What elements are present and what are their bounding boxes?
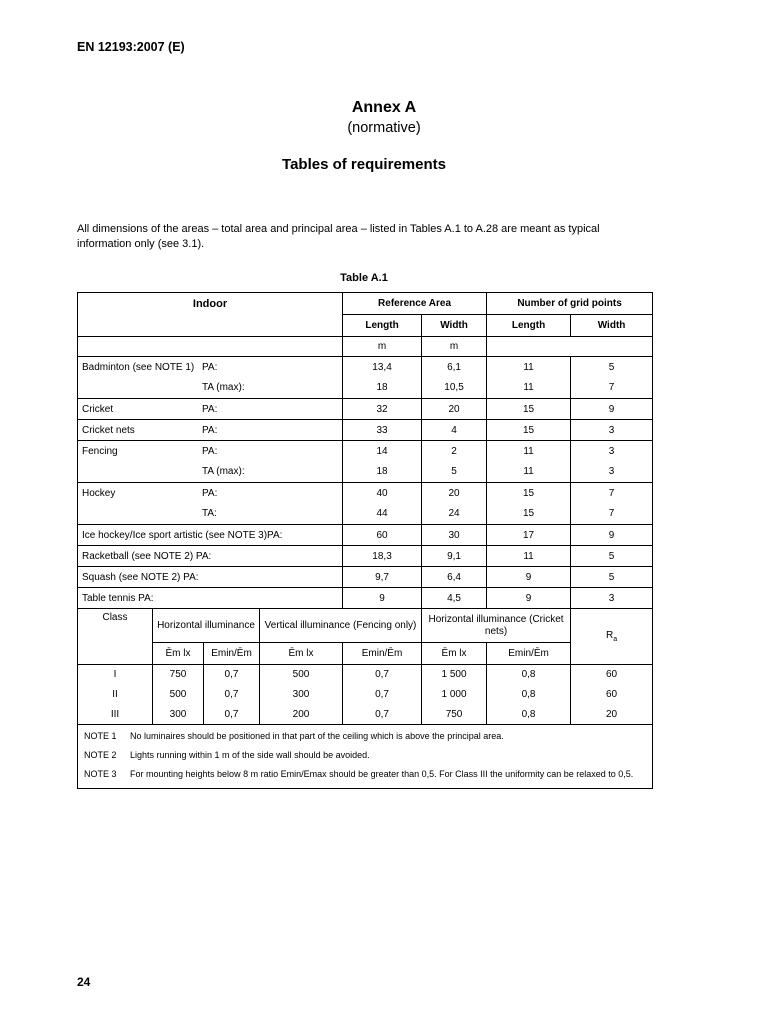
table-row (78, 441, 653, 462)
sport-cell (78, 504, 343, 525)
indoor-header-spacer (78, 337, 343, 357)
table-row (78, 357, 653, 378)
horizontal-em-cell: 300 (153, 705, 204, 725)
area-section (78, 293, 653, 609)
grid-length-cell: 11 (487, 546, 571, 567)
sport-cell (78, 546, 343, 567)
class-cell: II (78, 685, 153, 705)
ra-cell: 60 (571, 665, 653, 685)
requirements-table (77, 292, 653, 789)
grid-width-cell: 3 (571, 462, 653, 483)
grid-width-cell: 5 (571, 567, 653, 588)
grid-length-cell: 11 (487, 462, 571, 483)
ref-width-unit: m (422, 337, 487, 357)
ref-length-unit: m (343, 337, 422, 357)
em-lx-header-2: Ēm lx (260, 643, 343, 665)
note-label: NOTE 3 (84, 769, 117, 779)
grid-width-cell: 3 (571, 588, 653, 609)
table-caption: Table A.1 (340, 272, 388, 284)
ref-width-cell: 4 (422, 420, 487, 441)
vertical-em-cell: 300 (260, 685, 343, 705)
class-rows (78, 665, 653, 725)
table-row (78, 546, 653, 567)
class-row (78, 665, 653, 685)
table-row (78, 504, 653, 525)
annex-subtitle: (normative) (347, 120, 421, 136)
sport-cell (78, 399, 343, 420)
sport-name: Hockey (82, 487, 116, 499)
vertical-illuminance-header: Vertical illuminance (Fencing only) (260, 609, 422, 643)
note-text: No luminaires should be positioned in that part of the ceiling which is above the principal area. (130, 731, 504, 741)
ref-length-cell: 18 (343, 378, 422, 399)
cricket-ratio-cell: 0,8 (487, 705, 571, 725)
ref-width-cell: 10,5 (422, 378, 487, 399)
table-row (78, 378, 653, 399)
sport-cell-content (82, 446, 338, 457)
sport-cell-content (82, 530, 338, 541)
cricket-em-cell: 1 000 (422, 685, 487, 705)
grid-length-cell: 17 (487, 525, 571, 546)
annex-title: Annex A (351, 99, 417, 116)
ref-length-header: Length (343, 315, 422, 337)
ref-width-cell: 20 (422, 483, 487, 504)
ref-width-header: Width (422, 315, 487, 337)
note-item (84, 727, 646, 746)
sport-cell-content (82, 382, 338, 393)
grid-width-cell: 5 (571, 357, 653, 378)
sport-cell (78, 357, 343, 378)
cricket-ratio-cell: 0,8 (487, 665, 571, 685)
sport-name: Fencing (82, 445, 118, 457)
sport-cell (78, 483, 343, 504)
note-text: For mounting heights below 8 m ratio Emin/Emax should be greater than 0,5. For Class III the uniformity can be relaxed to 0,5. (130, 769, 634, 779)
note-item (84, 746, 646, 765)
area-type-label: TA: (202, 508, 217, 520)
ref-length-cell: 13,4 (343, 357, 422, 378)
grid-length-cell: 15 (487, 420, 571, 441)
sport-cell-content (82, 551, 338, 562)
sport-cell (78, 525, 343, 546)
sport-cell-content (82, 404, 338, 415)
section-title: Tables of requirements (282, 156, 446, 173)
note-item (84, 765, 646, 784)
grid-width-cell: 3 (571, 420, 653, 441)
em-lx-header-1: Ēm lx (153, 643, 204, 665)
vertical-ratio-cell: 0,7 (343, 685, 422, 705)
sport-cell (78, 462, 343, 483)
ra-header (571, 609, 653, 665)
grid-length-cell: 15 (487, 399, 571, 420)
grid-length-cell: 11 (487, 357, 571, 378)
class-cell: III (78, 705, 153, 725)
horizontal-em-cell: 500 (153, 685, 204, 705)
ref-length-cell: 14 (343, 441, 422, 462)
horizontal-illuminance-header: Horizontal illuminance (153, 609, 260, 643)
ref-width-cell: 2 (422, 441, 487, 462)
grid-length-cell: 9 (487, 567, 571, 588)
note-label: NOTE 1 (84, 731, 117, 741)
grid-width-cell: 7 (571, 378, 653, 399)
grid-width-cell: 7 (571, 483, 653, 504)
sport-cell (78, 588, 343, 609)
grid-length-cell: 15 (487, 483, 571, 504)
sport-cell-content (82, 466, 338, 477)
grid-length-header: Length (487, 315, 571, 337)
area-type-label: TA (max): (202, 466, 245, 478)
grid-width-cell: 3 (571, 441, 653, 462)
sport-cell (78, 441, 343, 462)
horizontal-ratio-cell: 0,7 (204, 705, 260, 725)
grid-points-header: Number of grid points (487, 293, 653, 315)
intro-paragraph: All dimensions of the areas – total area and principal area – listed in Tables A.1 to A.28 are meant as typical information only (see 3.1). (77, 223, 600, 250)
table-row (78, 588, 653, 609)
reference-area-header: Reference Area (343, 293, 487, 315)
grid-width-cell: 9 (571, 525, 653, 546)
sport-cell-content (82, 488, 338, 499)
ref-width-cell: 6,1 (422, 357, 487, 378)
grid-length-cell: 15 (487, 504, 571, 525)
class-row (78, 685, 653, 705)
area-type-label: PA: (202, 424, 218, 436)
ref-length-cell: 9,7 (343, 567, 422, 588)
table-row (78, 525, 653, 546)
ref-length-cell: 33 (343, 420, 422, 441)
horizontal-ratio-cell: 0,7 (204, 685, 260, 705)
area-type-label: PA: (202, 445, 218, 457)
ratio-header-2: Emin/Ēm (343, 643, 422, 665)
grid-width-cell: 9 (571, 399, 653, 420)
sport-name (82, 466, 85, 477)
grid-length-cell: 11 (487, 378, 571, 399)
class-header: Class (78, 609, 153, 665)
page-number: 24 (77, 975, 91, 989)
ratio-header-3: Emin/Ēm (487, 643, 571, 665)
class-row (78, 705, 653, 725)
ra-cell: 60 (571, 685, 653, 705)
sport-cell-content (82, 572, 338, 583)
vertical-ratio-cell: 0,7 (343, 665, 422, 685)
area-type-label: PA: (202, 487, 218, 499)
sport-cell (78, 567, 343, 588)
sport-cell-content (82, 362, 338, 373)
ref-length-cell: 60 (343, 525, 422, 546)
ra-cell: 20 (571, 705, 653, 725)
class-cell: I (78, 665, 153, 685)
sport-name: Racketball (see NOTE 2) PA: (82, 550, 212, 562)
ra-symbol: R (605, 630, 614, 641)
ref-length-cell: 44 (343, 504, 422, 525)
horizontal-em-cell: 750 (153, 665, 204, 685)
ref-width-cell: 24 (422, 504, 487, 525)
table-row (78, 462, 653, 483)
note-label: NOTE 2 (84, 750, 117, 760)
ref-width-cell: 5 (422, 462, 487, 483)
sport-cell-content (82, 593, 338, 604)
ref-length-cell: 32 (343, 399, 422, 420)
grid-width-cell: 5 (571, 546, 653, 567)
sport-name (82, 508, 85, 519)
area-type-label: TA (max): (202, 382, 245, 394)
horizontal-ratio-cell: 0,7 (204, 665, 260, 685)
sport-name: Squash (see NOTE 2) PA: (82, 571, 199, 583)
sport-cell (78, 378, 343, 399)
class-section (78, 609, 653, 665)
ref-width-cell: 20 (422, 399, 487, 420)
notes-cell (78, 725, 653, 789)
ref-length-cell: 40 (343, 483, 422, 504)
table-row (78, 420, 653, 441)
sport-name: Badminton (see NOTE 1) (82, 361, 195, 373)
grid-width-cell: 7 (571, 504, 653, 525)
ref-length-cell: 18 (343, 462, 422, 483)
vertical-em-cell: 500 (260, 665, 343, 685)
note-text: Lights running within 1 m of the side wall should be avoided. (130, 750, 370, 760)
cricket-ratio-cell: 0,8 (487, 685, 571, 705)
ref-length-cell: 18,3 (343, 546, 422, 567)
table-row (78, 483, 653, 504)
grid-length-cell: 11 (487, 441, 571, 462)
sport-name: Ice hockey/Ice sport artistic (see NOTE 3)PA: (82, 529, 283, 541)
ref-width-cell: 30 (422, 525, 487, 546)
document-id: EN 12193:2007 (E) (77, 40, 185, 54)
ratio-header-1: Emin/Ēm (204, 643, 260, 665)
ra-subscript: a (613, 636, 618, 643)
grid-width-header: Width (571, 315, 653, 337)
ref-width-cell: 4,5 (422, 588, 487, 609)
sport-name: Cricket nets (82, 424, 135, 436)
area-type-label: PA: (202, 403, 218, 415)
sport-cell-content (82, 508, 338, 519)
sport-name (82, 382, 85, 393)
ref-width-cell: 6,4 (422, 567, 487, 588)
cricket-illuminance-header: Horizontal illuminance (Cricket nets) (422, 609, 571, 643)
cricket-em-cell: 750 (422, 705, 487, 725)
area-type-label: PA: (202, 361, 218, 373)
sport-name: Table tennis PA: (82, 592, 154, 604)
ref-width-cell: 9,1 (422, 546, 487, 567)
em-lx-header-3: Ēm lx (422, 643, 487, 665)
sport-cell-content (82, 425, 338, 436)
vertical-ratio-cell: 0,7 (343, 705, 422, 725)
indoor-header: Indoor (78, 293, 343, 337)
sport-name: Cricket (82, 403, 114, 415)
cricket-em-cell: 1 500 (422, 665, 487, 685)
table-row (78, 567, 653, 588)
vertical-em-cell: 200 (260, 705, 343, 725)
grid-unit-spacer (487, 337, 653, 357)
notes-section (78, 725, 653, 789)
sport-cell (78, 420, 343, 441)
table-row (78, 399, 653, 420)
ref-length-cell: 9 (343, 588, 422, 609)
grid-length-cell: 9 (487, 588, 571, 609)
